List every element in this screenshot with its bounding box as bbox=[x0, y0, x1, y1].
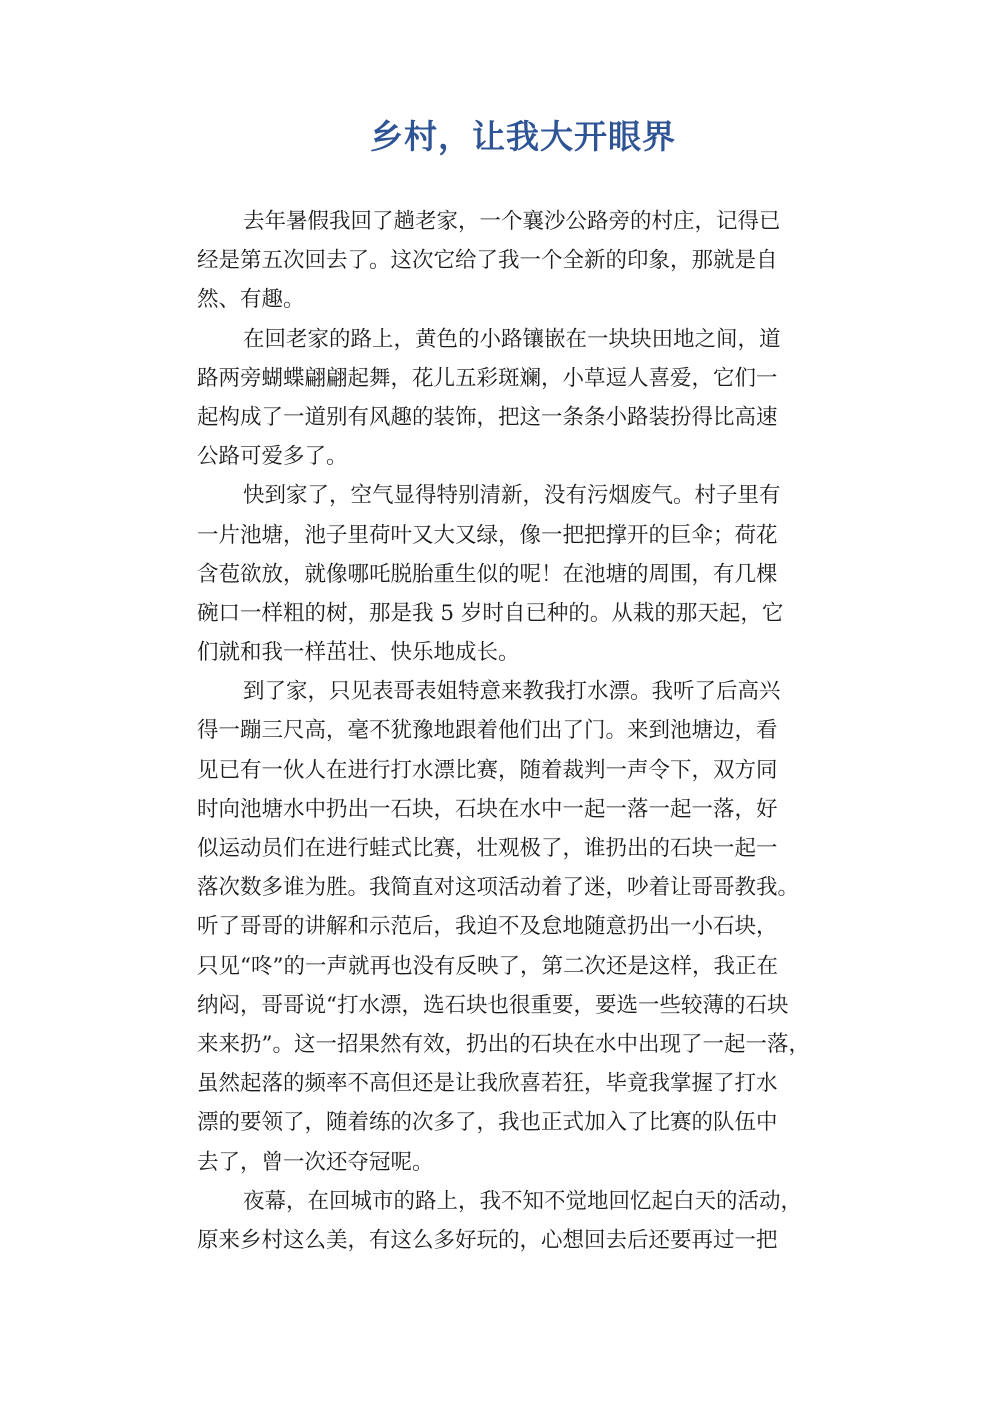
text-line: 经是第五次回去了。这次它给了我一个全新的印象，那就是自 bbox=[197, 248, 778, 274]
text-line: 去了，曾一次还夺冠呢。 bbox=[197, 1149, 434, 1175]
text-line: 在回老家的路上，黄色的小路镶嵌在一块块田地之间，道 bbox=[243, 326, 781, 352]
text-line: 路两旁蝴蝶翩翩起舞，花儿五彩斑斓，小草逗人喜爱，它们一 bbox=[197, 365, 778, 391]
text-line: 起构成了一道别有风趣的装饰，把这一条条小路装扮得比高速 bbox=[197, 404, 778, 430]
text-line: 时向池塘水中扔出一石块，石块在水中一起一落一起一落，好 bbox=[197, 796, 778, 822]
essay-body bbox=[197, 202, 837, 1260]
text-line: 含苞欲放，就像哪吒脱胎重生似的呢！在池塘的周围，有几棵 bbox=[197, 561, 778, 587]
text-line: 见已有一伙人在进行打水漂比赛，随着裁判一声令下，双方同 bbox=[197, 757, 778, 783]
text-line: 夜幕，在回城市的路上，我不知不觉地回忆起白天的活动， bbox=[243, 1188, 803, 1214]
page-title: 乡村，让我大开眼界 bbox=[370, 117, 676, 156]
text-line: 到了家，只见表哥表姐特意来教我打水漂。我听了后高兴 bbox=[243, 679, 781, 705]
text-line: 去年暑假我回了趟老家，一个襄沙公路旁的村庄，记得已 bbox=[243, 209, 781, 234]
text-line: 虽然起落的频率不高但还是让我欣喜若狂，毕竟我掌握了打水 bbox=[197, 1071, 778, 1097]
text-line: 纳闷，哥哥说“打水漂，选石块也很重要，要选一些较薄的石块 bbox=[197, 992, 789, 1018]
text-line: 来来扔”。这一招果然有效，扔出的石块在水中出现了一起一落， bbox=[197, 1031, 810, 1057]
text-line: 然、有趣。 bbox=[197, 287, 305, 313]
text-line: 似运动员们在进行蛙式比赛，壮观极了，谁扔出的石块一起一 bbox=[197, 836, 778, 861]
text-line: 听了哥哥的讲解和示范后，我迫不及怠地随意扔出一小石块， bbox=[197, 914, 778, 940]
text-line: 漂的要领了，随着练的次多了，我也正式加入了比赛的队伍中 bbox=[197, 1110, 778, 1136]
text-line: 一片池塘，池子里荷叶又大又绿，像一把把撑开的巨伞；荷花 bbox=[197, 522, 778, 548]
text-line: 落次数多谁为胜。我简直对这项活动着了迷，吵着让哥哥教我。 bbox=[197, 875, 800, 901]
text-line: 只见“咚”的一声就再也没有反映了，第二次还是这样，我正在 bbox=[197, 953, 778, 979]
text-line: 碗口一样粗的树，那是我 5 岁时自已种的。从栽的那天起，它 bbox=[197, 600, 784, 626]
text-line: 公路可爱多了。 bbox=[197, 444, 348, 470]
text-line: 得一蹦三尺高，毫不犹豫地跟着他们出了门。来到池塘边，看 bbox=[197, 718, 778, 744]
text-line: 们就和我一样茁壮、快乐地成长。 bbox=[197, 640, 520, 666]
text-line: 原来乡村这么美，有这么多好玩的，心想回去后还要再过一把 bbox=[197, 1227, 778, 1253]
text-line: 快到家了，空气显得特别清新，没有污烟废气。村子里有 bbox=[243, 483, 781, 509]
